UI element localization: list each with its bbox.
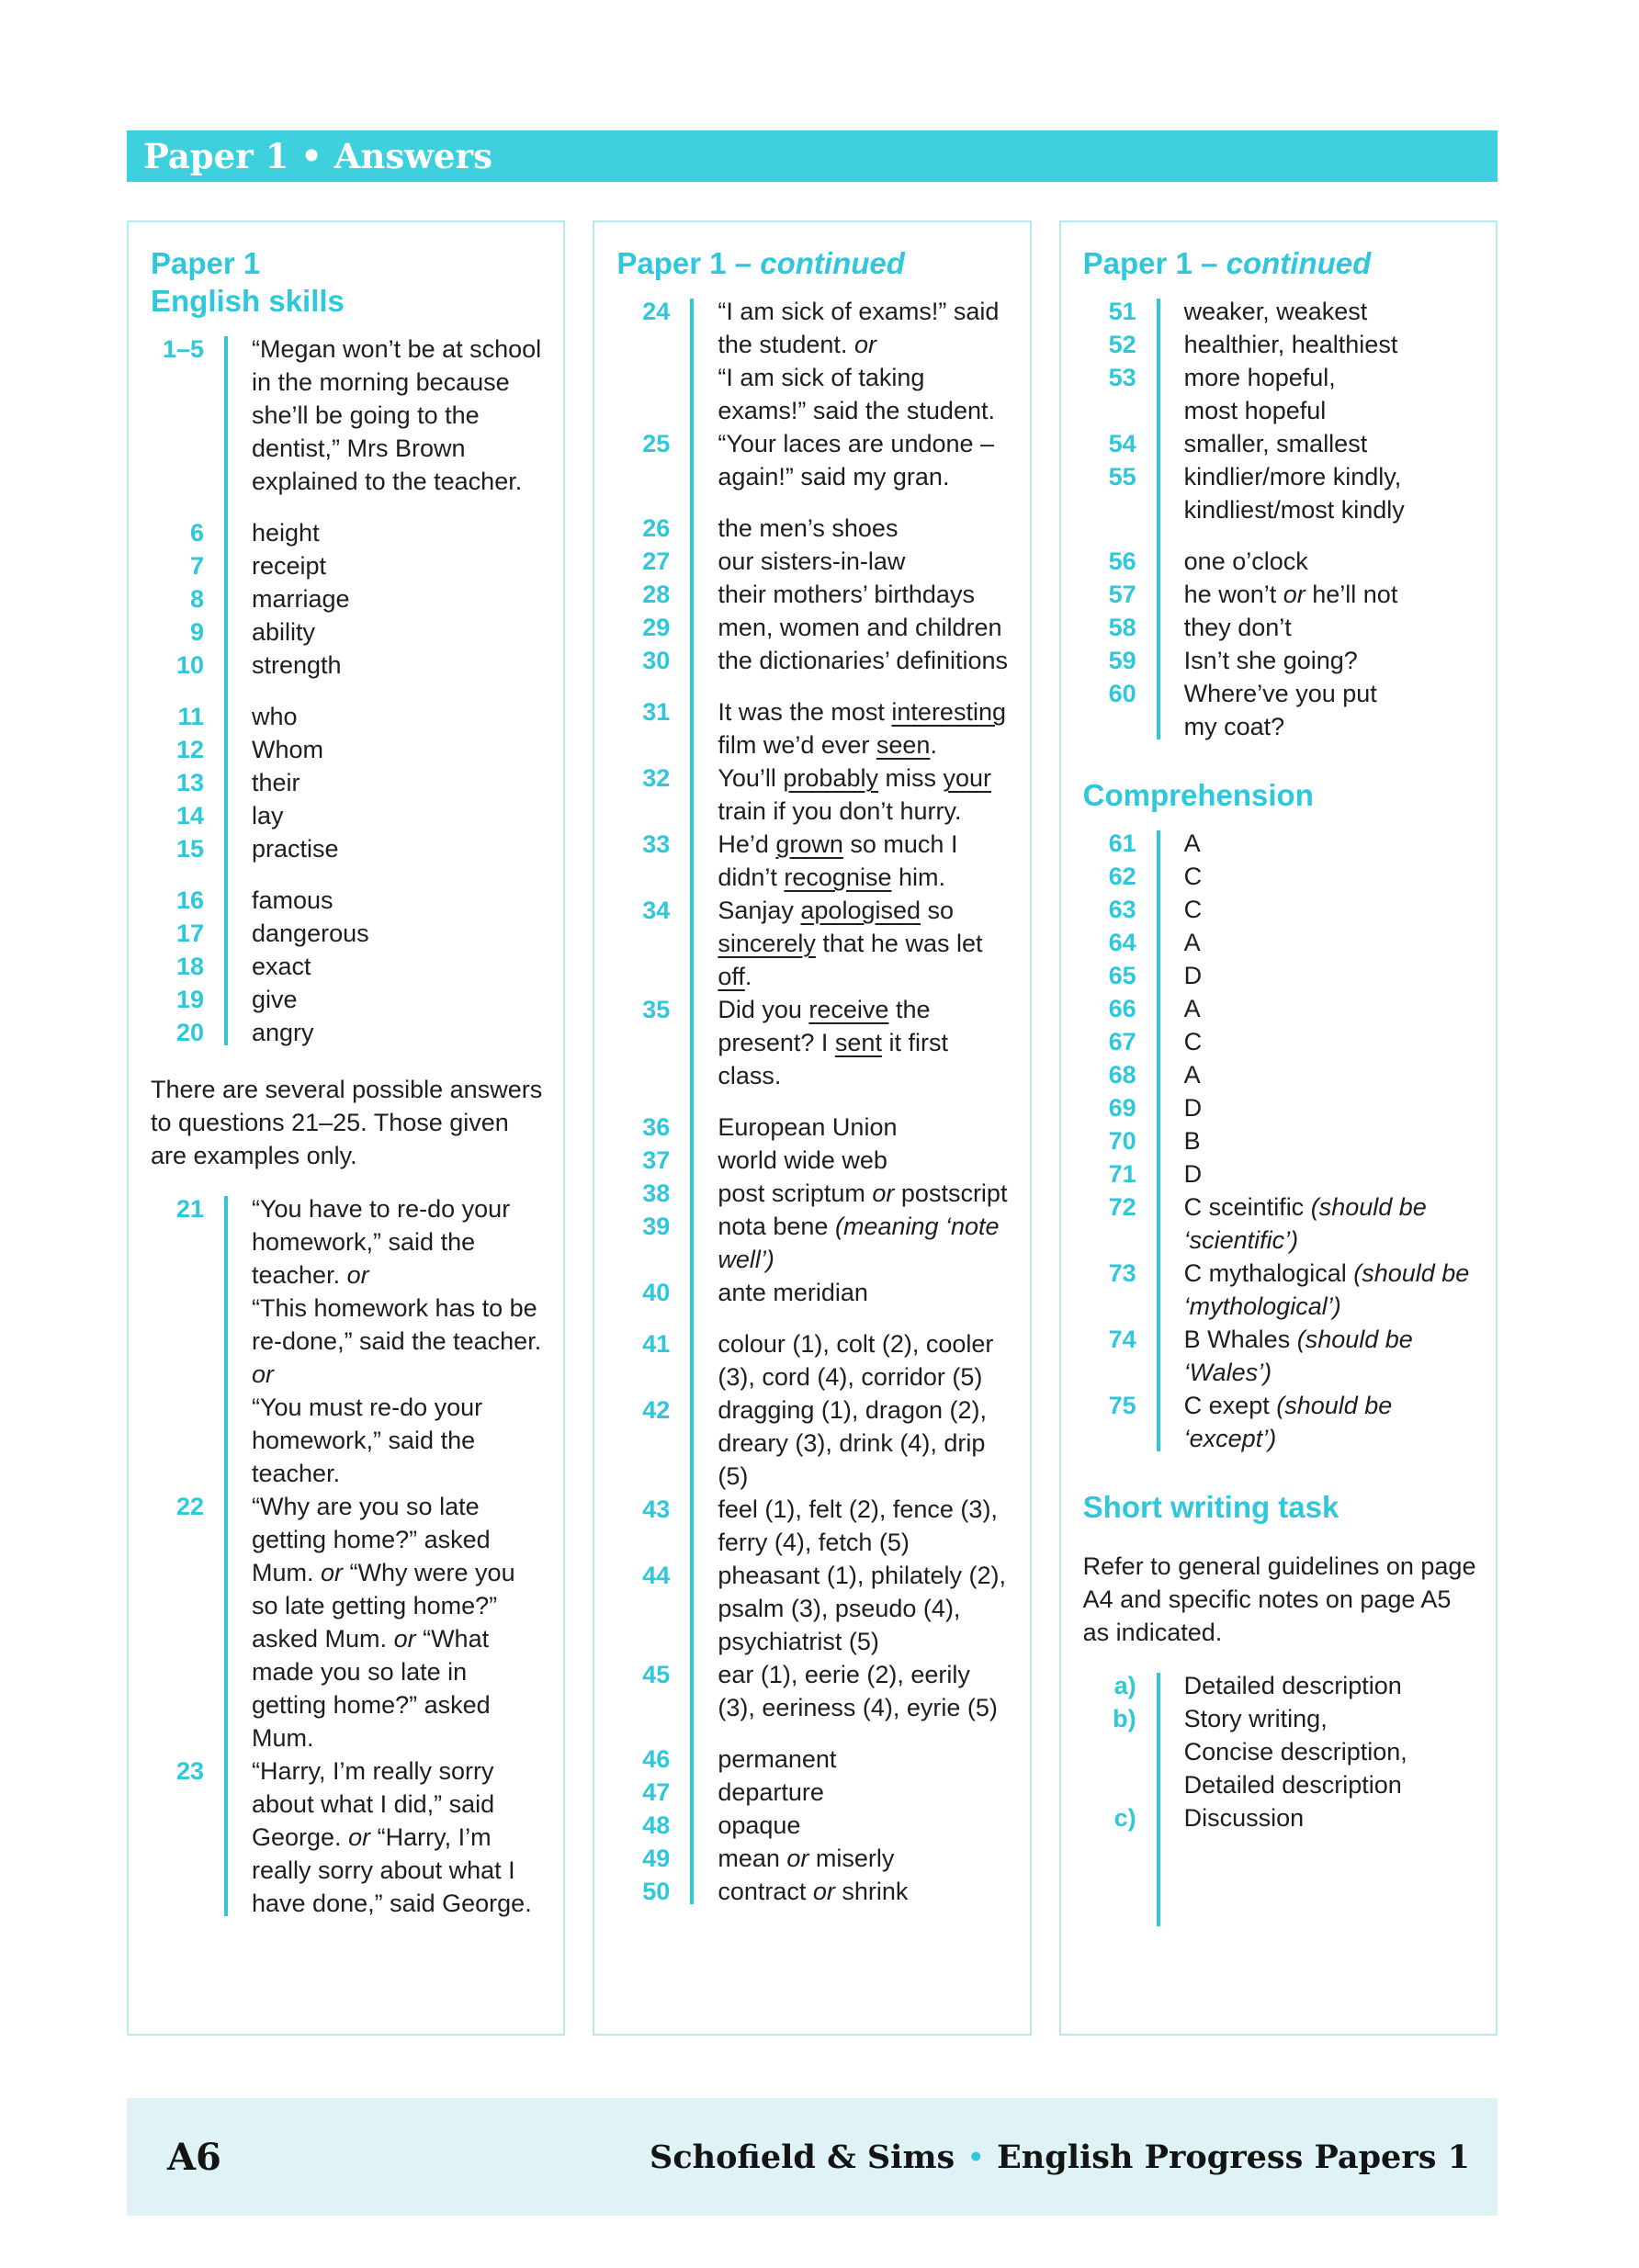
question-number: 51 [1108,298,1136,325]
answer-text: give [252,986,298,1013]
answer-text: “You have to re-do your homework,” said the teacher. or “This homework has to be re-done,” said the teacher. or “You must re-do your homework,” said the teacher. [252,1195,542,1487]
answer-row [1083,1669,1479,1702]
italic-text: (should be ‘scientific’) [1183,1193,1427,1254]
question-number: 66 [1108,995,1136,1022]
answer-text: European Union [718,1113,898,1141]
question-number: 38 [642,1179,671,1207]
question-number: 22 [175,1493,204,1520]
answer-text: practise [252,835,339,863]
answer-group [616,512,1012,677]
answer-group [1083,827,1479,1455]
answer-text: ante meridian [718,1279,868,1306]
question-number: 18 [175,953,204,980]
answer-row [151,615,547,649]
answer-group [616,1327,1012,1724]
answer-row [151,649,547,682]
italic-text: or [321,1559,344,1586]
question-number: 45 [642,1661,671,1688]
answer-text: height [252,519,320,547]
question-number: 20 [175,1019,204,1046]
answer-row [151,549,547,582]
answer-row [616,1776,1012,1809]
answer-row [151,333,547,498]
answer-text: one o’clock [1183,547,1308,575]
page-footer [127,2098,1498,2216]
italic-text: or [812,1878,835,1905]
heading-comprehension: Comprehension [1082,778,1314,812]
answer-text: D [1183,1094,1203,1122]
answer-row [616,427,1012,493]
question-number: 58 [1108,614,1136,641]
answer-text: their mothers’ birthdays [718,581,975,608]
answer-text: permanent [718,1745,837,1773]
question-number: 43 [642,1495,671,1523]
question-number: 72 [1108,1193,1136,1221]
page-number: A6 [167,2135,221,2179]
answer-row [1083,1157,1479,1190]
answer-row [616,644,1012,677]
answer-row [1083,611,1479,644]
answer-group [1083,295,1479,526]
question-number: 67 [1108,1028,1136,1055]
answer-group [151,1192,547,1920]
answer-text: who [252,703,298,730]
answer-row [616,1493,1012,1559]
answer-text: “Megan won’t be at school in the morning because she’ll be going to the dentist,” Mrs Brown explained to the teacher. [252,335,542,495]
question-number: 1–5 [162,335,204,363]
underlined-text: apologised [800,897,921,924]
question-number: 53 [1108,364,1136,391]
question-number: 63 [1108,896,1136,923]
answer-row [616,762,1012,828]
answer-row [151,983,547,1016]
answer-row [1083,460,1479,526]
question-number: 36 [642,1113,671,1141]
answer-row [616,1875,1012,1908]
answer-row [1083,1058,1479,1091]
question-number: 13 [175,769,204,796]
answer-row [1083,1091,1479,1124]
answer-items-block [151,333,547,1049]
underlined-text: sincerely [718,930,816,957]
answer-text: the dictionaries’ definitions [718,647,1009,674]
underlined-text: sent [834,1029,882,1056]
answer-text: Story writing, Concise description, Detailed description [1183,1705,1407,1799]
answer-text: more hopeful, most hopeful [1183,364,1336,424]
answer-row [616,545,1012,578]
answer-text: they don’t [1183,614,1292,641]
answer-group [151,884,547,1049]
answer-row [151,950,547,983]
answer-text: “Why are you so late getting home?” asked Mum. or “Why were you so late getting home?” asked Mum. or “What made you so late in getting home?” asked Mum. [252,1493,515,1752]
question-number: 61 [1108,829,1136,857]
question-number: 44 [642,1562,671,1589]
question-number: 6 [189,519,204,547]
answer-row [151,516,547,549]
question-number: 42 [642,1396,671,1424]
answer-text: kindlier/more kindly, kindliest/most kindly [1183,463,1405,524]
answer-row [1083,677,1479,743]
question-number: 57 [1108,581,1136,608]
answer-text: D [1183,962,1203,989]
answer-row [616,1144,1012,1177]
answer-row [1083,1257,1479,1323]
question-number: 41 [642,1330,671,1358]
answer-row [1083,1124,1479,1157]
answer-text: mean or miserly [718,1845,895,1872]
answer-row [1083,361,1479,427]
page-banner [127,130,1498,182]
question-number: 68 [1108,1061,1136,1089]
question-number: 16 [175,886,204,914]
question-number: 27 [642,547,671,575]
italic-text: or [786,1845,809,1872]
underlined-text: your [943,764,991,792]
question-number: 19 [175,986,204,1013]
answer-text: opaque [718,1811,801,1839]
answer-group [151,700,547,865]
answer-text: He’d grown so much I didn’t recognise him. [718,830,958,891]
answer-row [151,1192,547,1490]
italic-text: continued [1226,246,1372,280]
answer-columns [127,220,1498,2036]
answer-row [151,766,547,799]
answer-row [1083,328,1479,361]
question-number: 59 [1108,647,1136,674]
answer-row [1083,1190,1479,1257]
answer-text: Did you receive the present? I sent it first class. [718,996,948,1089]
question-number: 49 [642,1845,671,1872]
answer-text: You’ll probably miss your train if you don’t hurry. [718,764,991,825]
italic-text: or [346,1261,369,1289]
footer-brand [650,2138,1470,2176]
footer-bullet-icon: • [967,2141,985,2172]
answer-row [1083,427,1479,460]
answer-group [1083,545,1479,743]
question-number: 46 [642,1745,671,1773]
answer-row [151,1755,547,1920]
underlined-text: seen [876,731,931,759]
italic-text: (should be ‘except’) [1183,1392,1393,1452]
answer-row [616,1809,1012,1842]
underlined-text: interesting [891,698,1006,726]
question-number: 60 [1108,680,1136,707]
note-paragraph: There are several possible answers to questions 21–25. Those given are examples only. [151,1076,543,1169]
italic-text: continued [760,246,905,280]
italic-text: or [348,1823,371,1851]
answer-text: D [1183,1160,1203,1188]
question-number: 21 [175,1195,204,1223]
answer-group [616,1111,1012,1309]
answer-text: pheasant (1), philately (2), psalm (3), pseudo (4), psychiatrist (5) [718,1562,1006,1655]
question-number: 9 [189,618,204,646]
answer-row [1083,1389,1479,1455]
answer-row [151,799,547,832]
answer-row [616,1327,1012,1394]
answer-row [1083,959,1479,992]
answer-items-block [151,1192,547,1920]
question-number: 64 [1108,929,1136,956]
answer-row [151,700,547,733]
answer-row [151,733,547,766]
heading-paper-1-continued: Paper 1 – continued [1082,246,1372,280]
answer-group [616,695,1012,1092]
answer-text: C mythalogical (should be ‘mythological’) [1183,1259,1470,1320]
question-number: 31 [642,698,671,726]
question-number: 32 [642,764,671,792]
answer-row [1083,992,1479,1025]
answer-text: the men’s shoes [718,514,899,542]
answer-row [616,578,1012,611]
question-number: 71 [1108,1160,1136,1188]
answer-row [616,828,1012,894]
answer-text: angry [252,1019,314,1046]
question-number: 65 [1108,962,1136,989]
question-number: 39 [642,1213,671,1240]
answer-row [151,1016,547,1049]
question-number: 14 [175,802,204,829]
answer-row [151,1490,547,1755]
underlined-text: off [718,963,745,990]
question-number: 40 [642,1279,671,1306]
answer-row [1083,926,1479,959]
answer-row [616,894,1012,993]
question-number: c) [1113,1804,1136,1832]
answer-row [616,1743,1012,1776]
answer-text: B Whales (should be ‘Wales’) [1183,1326,1413,1386]
answer-row [151,832,547,865]
answer-row [1083,827,1479,860]
question-number: 75 [1108,1392,1136,1419]
question-number: 52 [1108,331,1136,358]
answer-row [616,993,1012,1092]
question-number: 10 [175,651,204,679]
italic-text: or [853,331,876,358]
answer-row [616,1658,1012,1724]
question-number: 56 [1108,547,1136,575]
answer-text: marriage [252,585,350,613]
answer-row [1083,1025,1479,1058]
answer-row [616,1842,1012,1875]
answer-row [616,611,1012,644]
answer-text: famous [252,886,333,914]
answer-text: Discussion [1183,1804,1305,1832]
answer-row [1083,578,1479,611]
answer-text: C exept (should be ‘except’) [1183,1392,1393,1452]
note-paragraph: Refer to general guidelines on page A4 and specific notes on page A5 as indicated. [1082,1552,1476,1646]
italic-text: (should be ‘Wales’) [1183,1326,1413,1386]
question-number: 25 [642,430,671,457]
answer-text: It was the most interesting film we’d ever seen. [718,698,1006,759]
question-number: 62 [1108,863,1136,890]
answer-text: post scriptum or postscript [718,1179,1008,1207]
answer-row [1083,295,1479,328]
series-title: English Progress Papers 1 [997,2138,1470,2176]
question-number: 48 [642,1811,671,1839]
answer-text: dragging (1), dragon (2), dreary (3), drink (4), drip (5) [718,1396,987,1490]
answer-row [616,1276,1012,1309]
answer-text: lay [252,802,284,829]
question-number: 24 [642,298,671,325]
italic-text: or [252,1360,275,1388]
heading-paper-1-continued: Paper 1 – continued [616,246,905,280]
question-number: 7 [189,552,204,580]
question-number: 74 [1108,1326,1136,1353]
underlined-text: grown [775,830,843,858]
answer-row [151,582,547,615]
answer-text: “Harry, I’m really sorry about what I did,” said George. or “Harry, I’m really sorry about what I have done,” said George. [252,1757,532,1917]
question-number: 70 [1108,1127,1136,1155]
answer-text: strength [252,651,342,679]
answer-items-block [616,295,1012,1908]
answer-row [616,1111,1012,1144]
answer-text: world wide web [718,1146,887,1174]
answer-row [1083,893,1479,926]
answer-text: C [1183,1028,1203,1055]
question-number: 55 [1108,463,1136,491]
answer-text: receipt [252,552,327,580]
question-number: 15 [175,835,204,863]
question-number: 30 [642,647,671,674]
underlined-text: recognise [784,863,892,891]
answer-text: contract or shrink [718,1878,909,1905]
answer-row [616,1559,1012,1658]
italic-text: (meaning ‘note well’) [718,1213,1000,1273]
answer-text: A [1183,829,1201,857]
answer-text: “Your laces are undone – again!” said my gran. [718,430,995,491]
question-number: 12 [175,736,204,763]
answer-items-block [1083,827,1479,1455]
answer-text: A [1183,1061,1201,1089]
answer-row [1083,644,1479,677]
question-number: 34 [642,897,671,924]
answer-text: weaker, weakest [1183,298,1368,325]
question-number: 17 [175,920,204,947]
question-number: 23 [175,1757,204,1785]
answer-group [1083,1669,1479,1834]
italic-text: or [872,1179,895,1207]
answer-text: ability [252,618,316,646]
answer-text: he won’t or he’ll not [1183,581,1398,608]
answer-text: feel (1), felt (2), fence (3), ferry (4), fetch (5) [718,1495,998,1556]
answer-text: C sceintific (should be ‘scientific’) [1183,1193,1427,1254]
answer-row [1083,1323,1479,1389]
answer-group [151,333,547,498]
answer-row [1083,860,1479,893]
underlined-text: receive [808,996,889,1023]
answer-text: nota bene (meaning ‘note well’) [718,1213,1000,1273]
question-number: 54 [1108,430,1136,457]
answer-text: A [1183,929,1201,956]
banner-title: Paper 1 • Answers [143,136,492,176]
question-number: 8 [189,585,204,613]
answer-row [151,884,547,917]
answer-text: healthier, healthiest [1183,331,1398,358]
answer-row [151,917,547,950]
answer-text: ear (1), eerie (2), eerily (3), eeriness (4), eyrie (5) [718,1661,998,1721]
answer-text: colour (1), colt (2), cooler (3), cord (4), corridor (5) [718,1330,994,1391]
answer-row [616,1210,1012,1276]
question-number: 47 [642,1778,671,1806]
publisher-name: Schofield & Sims [650,2138,955,2176]
answer-text: our sisters-in-law [718,547,906,575]
answer-row [1083,545,1479,578]
question-number: 35 [642,996,671,1023]
answer-items-block [1083,1669,1479,1834]
answers-column-3 [1059,220,1498,2036]
question-number: 29 [642,614,671,641]
answer-text: “I am sick of exams!” said the student. or “I am sick of taking exams!” said the student. [718,298,1000,424]
answer-row [616,1394,1012,1493]
answer-group [616,1743,1012,1908]
answer-group [616,295,1012,493]
answer-row [616,695,1012,762]
answer-text: Detailed description [1183,1672,1402,1699]
answer-group [151,516,547,682]
answer-row [616,1177,1012,1210]
question-number: 28 [642,581,671,608]
italic-text: or [393,1625,416,1653]
answer-text: exact [252,953,311,980]
answer-items-block [1083,295,1479,743]
heading-paper-1: Paper 1 English skills [151,246,345,318]
answers-column-2 [593,220,1031,2036]
answer-text: Where’ve you put my coat? [1183,680,1377,740]
answer-row [616,295,1012,427]
italic-text: (should be ‘mythological’) [1183,1259,1470,1320]
question-number: 37 [642,1146,671,1174]
answer-text: smaller, smallest [1183,430,1368,457]
answer-text: C [1183,896,1203,923]
answer-text: dangerous [252,920,369,947]
answer-row [1083,1702,1479,1801]
answer-text: Isn’t she going? [1183,647,1358,674]
question-number: 26 [642,514,671,542]
question-number: 33 [642,830,671,858]
answer-text: Whom [252,736,324,763]
answer-text: Sanjay apologised so sincerely that he was let off. [718,897,983,990]
answer-text: B [1183,1127,1201,1155]
answer-text: men, women and children [718,614,1002,641]
question-number: 69 [1108,1094,1136,1122]
answer-row [616,512,1012,545]
question-number: 50 [642,1878,671,1905]
heading-short-writing-task: Short writing task [1082,1490,1339,1524]
question-number: 73 [1108,1259,1136,1287]
underlined-text: probably [783,764,878,792]
answer-text: A [1183,995,1201,1022]
question-number: b) [1113,1705,1136,1732]
answer-text: their [252,769,300,796]
question-number: 11 [177,703,204,730]
answers-column-1 [127,220,565,2036]
answer-row [1083,1801,1479,1834]
italic-text: or [1283,581,1306,608]
question-number: a) [1113,1672,1136,1699]
answer-text: departure [718,1778,824,1806]
answer-text: C [1183,863,1203,890]
